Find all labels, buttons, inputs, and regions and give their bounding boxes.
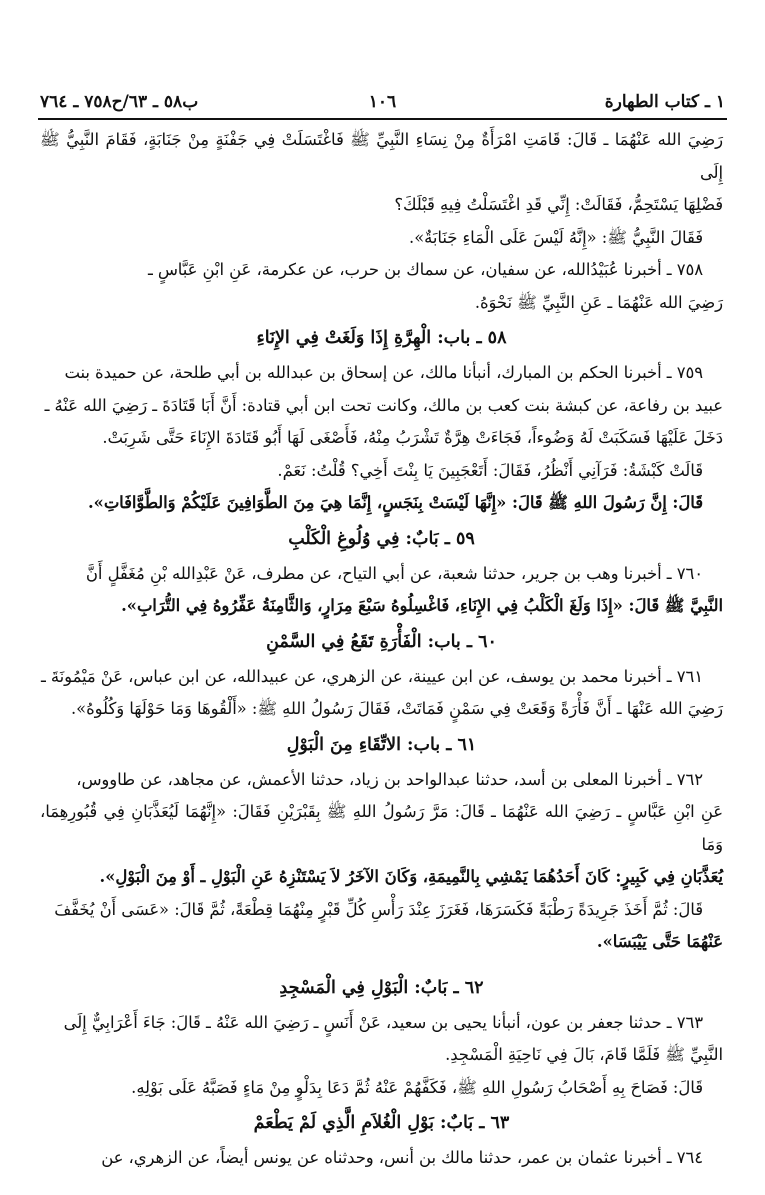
section-heading: ٥٨ ـ باب: الْهِرَّةِ إِذَا وَلَغَتْ فِي الإِنَاءِ <box>256 328 507 348</box>
text-line: قَالَتْ كَبْشَةُ: فَرَآنِي أَنْظُرُ، فَقَالَ: أَتَعْجَبِينَ يَا بِنْتَ أَخِي؟ قُلْتُ: نَعَمْ. <box>277 460 703 480</box>
section-heading: ٥٩ ـ بَابٌ: فِي وُلُوغِ الْكَلْبِ <box>288 528 475 549</box>
text-line: رَضِيَ الله عَنْهُمَا ـ قَالَ: قَامَتِ امْرَأَةٌ مِنْ نِسَاءِ النَّبِيِّ ﷺ فَاغْتَسَلَتْ فِي جَفْنَةٍ مِنْ جَنَابَةٍ، فَقَامَ النَّبِيُّ ﷺ إِلَى <box>40 130 723 182</box>
text-line: ٧٦٢ ـ أخبرنا المعلى بن أسد، حدثنا عبدالواحد بن زياد، حدثنا الأعمش، عن مجاهد، عن طاووس، <box>76 769 703 789</box>
chapter-title: ١ ـ كتاب الطهارة <box>604 92 725 112</box>
text-line: ٧٥٩ ـ أخبرنا الحكم بن المبارك، أنبأنا مالك، عن إسحاق بن عبدالله بن أبي طلحة، عن حميدة بنت <box>64 363 703 382</box>
text-line: قَالَ: إِنَّ رَسُولَ اللهِ ﷺ قَالَ: «إِنَّهَا لَيْسَتْ بِنَجَسٍ، إِنَّمَا هِيَ مِنَ الطَّوَافِينَ عَلَيْكُمْ وَالطَّوَّافَاتِ». <box>87 493 703 512</box>
text-line: فَضْلِهَا يَسْتَحِمُّ، فَقَالَتْ: إِنِّي قَدِ اغْتَسَلْتُ فِيهِ قَبْلَكَ؟ <box>394 195 723 214</box>
text-line: النَّبِيَّ ﷺ قَالَ: «إِذَا وَلَغَ الْكَلْبُ فِي الإِنَاءِ، فَاغْسِلُوهُ سَبْعَ مِرَارٍ، وَالثَّامِنَةُ عَفِّرُوهُ فِي التُّرَابِ». <box>121 596 723 615</box>
section-references: ب٥٨ ـ ٦٣/ح٧٥٨ ـ ٧٦٤ <box>40 92 199 112</box>
text-line: قَالَ: فَصَاحَ بِهِ أَصْحَابُ رَسُولِ اللهِ ﷺ، فَكَفَّهُمْ عَنْهُ ثُمَّ دَعَا بِدَلْوٍ مِنْ مَاءٍ فَصَبَّهُ عَلَى بَوْلِهِ. <box>131 1077 703 1097</box>
section-heading: ٦٢ ـ بَابٌ: الْبَوْلِ فِي الْمَسْجِدِ <box>279 977 484 998</box>
text-line: ٧٥٨ ـ أخبرنا عُبَيْدُالله، عن سفيان، عن سماك بن حرب، عن عكرمة، عَنِ ابْنِ عَبَّاسٍ ـ <box>147 260 703 279</box>
text-line: ٧٦٠ ـ أخبرنا وهب بن جرير، حدثنا شعبة، عن أبي التياح، عن مطرف، عَنْ عَبْدِالله بْنِ مُغَفَّلٍ أَنَّ <box>85 563 703 583</box>
text-line: عَنْهُمَا حَتَّى يَيْبَسَا». <box>596 932 723 951</box>
text-line: ٧٦١ ـ أخبرنا محمد بن يوسف، عن ابن عيينة، عن الزهري، عن عبيدالله، عن ابن عباس، عَنْ مَيْمُونَةَ ـ <box>40 666 703 686</box>
page-number: ١٠٦ <box>368 92 397 112</box>
text-line: رَضِيَ الله عَنْهُمَا ـ عَنِ النَّبِيِّ ﷺ نَحْوَهُ. <box>474 292 723 312</box>
section-heading: ٦٠ ـ باب: الْفَأْرَةِ تَقَعُ فِي السَّمْنِ <box>266 631 497 652</box>
section-heading: ٦١ ـ باب: الاتِّقَاءِ مِنَ الْبَوْلِ <box>286 734 477 755</box>
section-heading: ٦٣ ـ بَابٌ: بَوْلِ الْغُلاَمِ الَّذِي لَمْ يَطْعَمْ <box>253 1113 510 1133</box>
page-header <box>40 88 725 118</box>
text-line: ٧٦٤ ـ أخبرنا عثمان بن عمر، حدثنا مالك بن أنس، وحدثناه عن يونس أيضاً، عن الزهري، عن <box>101 1148 703 1167</box>
text-line: يُعَذَّبَانِ فِي كَبِيرٍ: كَانَ أَحَدُهُمَا يَمْشِي بِالنَّمِيمَةِ، وَكَانَ الآخَرُ لاَ يَسْتَنْزِهُ عَنِ الْبَوْلِ ـ أَوْ مِنَ الْبَوْلِ». <box>99 867 723 886</box>
spacer <box>40 959 723 969</box>
text-line: قَالَ: ثُمَّ أَخَذَ جَرِيدَةً رَطْبَةً فَكَسَرَهَا، فَغَرَزَ عِنْدَ رَأْسِ كُلِّ قَبْرٍ مِنْهُمَا قِطْعَةً، ثُمَّ قَالَ: «عَسَى أَنْ يُخَفَّفَ <box>54 899 703 919</box>
text-line: عَنِ ابْنِ عَبَّاسٍ ـ رَضِيَ الله عَنْهُمَا ـ قَالَ: مَرَّ رَسُولُ اللهِ ﷺ بِقَبْرَيْنِ فَقَالَ: «إِنَّهُمَا لَيُعَذَّبَانِ فِي قُبُورِهِمَا، وَمَا <box>40 802 723 854</box>
text-line: فَقَالَ النَّبِيُّ ﷺ: «إِنَّهُ لَيْسَ عَلَى الْمَاءِ جَنَابَةٌ». <box>409 227 703 247</box>
text-line: ٧٦٣ ـ حدثنا جعفر بن عون، أنبأنا يحيى بن سعيد، عَنْ أَنَسٍ ـ رَضِيَ الله عَنْهُ ـ قَالَ: جَاءَ أَعْرَابِيٌّ إِلَى <box>63 1012 703 1032</box>
text-line: دَخَلَ عَلَيْهَا فَسَكَبَتْ لَهُ وَضُوءاً، فَجَاءَتْ هِرَّةٌ تَشْرَبُ مِنْهُ، فَأَصْغَى لَهَا أَبُو قَتَادَةَ الإِنَاءَ حَتَّى شَرِبَتْ. <box>102 428 723 447</box>
page-body <box>40 124 723 1175</box>
text-line: عبيد بن رفاعة، عن كبشة بنت كعب بن مالك، وكانت تحت ابن أبي قتادة: أَنَّ أَبَا قَتَادَةَ ـ رَضِيَ الله عَنْهُ ـ <box>44 395 723 415</box>
text-line: رَضِيَ الله عَنْهَا ـ أَنَّ فَأْرَةً وَقَعَتْ فِي سَمْنٍ فَمَاتَتْ، فَقَالَ رَسُولُ اللهِ ﷺ: «أَلْقُوهَا وَمَا حَوْلَهَا وَكُلُوهُ». <box>70 699 723 718</box>
text-line: النَّبِيِّ ﷺ فَلَمَّا قَامَ، بَالَ فِي نَاحِيَةِ الْمَسْجِدِ. <box>445 1045 723 1064</box>
header-rule <box>38 118 727 120</box>
